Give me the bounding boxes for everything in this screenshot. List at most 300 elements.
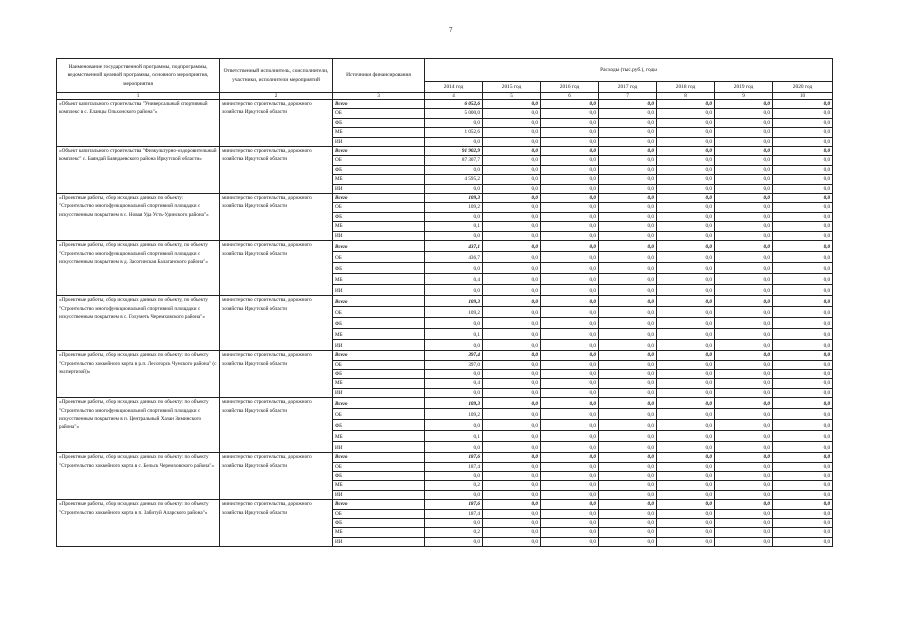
expense-value: 0,0	[541, 537, 599, 546]
expense-value: 0,0	[425, 137, 483, 146]
column-number: 7	[599, 93, 657, 100]
expense-value: 0,0	[541, 100, 599, 109]
header-executor: Ответственный исполнитель, соисполнители, участники, исполнители мероприятий	[220, 59, 333, 93]
expense-value: 0,0	[657, 231, 715, 240]
expense-value: 0,0	[541, 109, 599, 118]
funding-source: ИИ	[333, 490, 425, 499]
expense-value: 0,0	[541, 137, 599, 146]
expense-value: 0,0	[715, 360, 773, 369]
expense-value: 0,0	[541, 274, 599, 285]
expense-value: 0,0	[483, 241, 541, 252]
expense-value: 0,0	[541, 442, 599, 453]
expense-value: 0,0	[483, 537, 541, 546]
expense-value: 0,0	[715, 175, 773, 184]
expense-value: 0,0	[715, 109, 773, 118]
expense-value: 0,0	[541, 518, 599, 527]
expense-value: 0,0	[715, 453, 773, 462]
expense-value: 0,0	[599, 241, 657, 252]
table-row	[57, 398, 833, 409]
expense-value: 0,0	[773, 137, 833, 146]
column-number: 5	[483, 93, 541, 100]
expense-value: 0,4	[425, 274, 483, 285]
expense-value: 0,0	[541, 388, 599, 397]
expense-value: 0,0	[483, 156, 541, 165]
expense-value: 0,0	[715, 481, 773, 490]
expense-value: 0,0	[541, 471, 599, 480]
expense-value: 0,0	[483, 369, 541, 378]
expense-value: 0,0	[599, 537, 657, 546]
expense-value: 0,0	[483, 318, 541, 329]
project-name: «Проектные работы, сбор исходных данных по объекту: "Строительство многофункциональной спортивной площадки с искусственным покрытием в с. Новая Уда Усть-Удинского района"»	[57, 194, 220, 241]
header-year: 2017 год	[599, 82, 657, 93]
expense-value: 0,0	[599, 420, 657, 431]
funding-source: ОБ	[333, 307, 425, 318]
expense-value: 0,0	[541, 263, 599, 274]
expense-value: 0,0	[541, 285, 599, 296]
expense-value: 0,0	[657, 100, 715, 109]
project-executor: министерство строительства, дорожного хозяйства Иркутской области	[220, 100, 333, 147]
funding-source: МБ	[333, 128, 425, 137]
expense-value: 0,0	[483, 231, 541, 240]
table-row	[57, 453, 833, 462]
funding-source: МБ	[333, 329, 425, 340]
expense-value: 0,0	[483, 194, 541, 203]
expense-value: 0,0	[599, 369, 657, 378]
expense-value: 0,1	[425, 329, 483, 340]
funding-source: ИИ	[333, 537, 425, 546]
expense-value: 109,3	[425, 194, 483, 203]
expense-value: 0,0	[773, 147, 833, 156]
expense-value: 6 052,6	[425, 100, 483, 109]
expense-value: 0,0	[657, 194, 715, 203]
expense-value: 109,2	[425, 307, 483, 318]
expense-value: 0,0	[715, 398, 773, 409]
expense-value: 0,0	[541, 231, 599, 240]
expense-value: 0,0	[773, 274, 833, 285]
expense-value: 0,0	[425, 490, 483, 499]
expense-value: 0,0	[715, 263, 773, 274]
expense-value: 0,0	[715, 500, 773, 509]
expense-value: 187,6	[425, 500, 483, 509]
expense-value: 0,0	[599, 379, 657, 388]
column-number: 4	[425, 93, 483, 100]
expense-value: 0,0	[541, 318, 599, 329]
expense-value: 0,0	[715, 252, 773, 263]
expense-value: 0,0	[483, 147, 541, 156]
expense-value: 0,0	[773, 398, 833, 409]
expense-value: 0,0	[715, 128, 773, 137]
expense-value: 0,0	[715, 528, 773, 537]
expense-value: 0,0	[541, 462, 599, 471]
expense-value: 0,0	[541, 500, 599, 509]
expense-value: 5 000,0	[425, 109, 483, 118]
expense-value: 0,0	[773, 379, 833, 388]
expense-value: 0,0	[657, 147, 715, 156]
expense-value: 0,0	[599, 442, 657, 453]
expense-value: 0,0	[657, 263, 715, 274]
header-year: 2016 год	[541, 82, 599, 93]
expense-value: 0,0	[773, 203, 833, 212]
expense-value: 0,0	[599, 118, 657, 127]
expense-value: 0,0	[715, 137, 773, 146]
expense-value: 0,0	[715, 241, 773, 252]
header-year: 2020 год	[773, 82, 833, 93]
expense-value: 109,2	[425, 203, 483, 212]
expense-value: 0,0	[657, 340, 715, 351]
expense-value: 0,0	[483, 420, 541, 431]
funding-source: ОБ	[333, 462, 425, 471]
expense-value: 0,0	[541, 307, 599, 318]
expense-value: 0,0	[715, 537, 773, 546]
expense-value: 0,0	[599, 500, 657, 509]
expense-value: 0,0	[715, 318, 773, 329]
funding-source: Всего	[333, 500, 425, 509]
funding-source: ФБ	[333, 318, 425, 329]
expense-value: 0,0	[599, 203, 657, 212]
expense-value: 0,0	[541, 379, 599, 388]
expense-value: 0,0	[599, 398, 657, 409]
expense-value: 0,0	[483, 296, 541, 307]
expense-value: 0,0	[483, 274, 541, 285]
funding-source: ИИ	[333, 137, 425, 146]
expense-value: 0,0	[773, 222, 833, 231]
expense-value: 0,0	[541, 351, 599, 360]
expense-value: 0,0	[599, 528, 657, 537]
expense-value: 0,0	[773, 471, 833, 480]
expense-value: 0,0	[541, 118, 599, 127]
expense-value: 0,0	[773, 212, 833, 221]
table-row	[57, 100, 833, 109]
expense-value: 0,0	[715, 340, 773, 351]
expense-value: 0,0	[715, 307, 773, 318]
funding-source: ФБ	[333, 212, 425, 221]
expense-value: 0,0	[715, 118, 773, 127]
expense-value: 0,0	[425, 285, 483, 296]
expense-value: 0,0	[657, 537, 715, 546]
expense-value: 0,0	[715, 212, 773, 221]
expense-value: 0,0	[715, 409, 773, 420]
funding-source: ФБ	[333, 471, 425, 480]
expense-value: 0,0	[483, 109, 541, 118]
expense-value: 0,0	[773, 263, 833, 274]
header-year: 2014 год	[425, 82, 483, 93]
expense-value: 0,0	[715, 296, 773, 307]
expense-value: 0,0	[483, 100, 541, 109]
expense-value: 0,0	[599, 307, 657, 318]
expense-value: 0,0	[425, 442, 483, 453]
expense-value: 0,0	[541, 453, 599, 462]
funding-source: ОБ	[333, 156, 425, 165]
expense-value: 0,0	[657, 252, 715, 263]
expense-value: 0,0	[599, 175, 657, 184]
expense-value: 0,0	[483, 409, 541, 420]
expense-value: 436,7	[425, 252, 483, 263]
expense-value: 187,6	[425, 453, 483, 462]
project-executor: министерство строительства, дорожного хозяйства Иркутской области	[220, 147, 333, 194]
expense-value: 187,4	[425, 462, 483, 471]
expense-value: 0,0	[773, 442, 833, 453]
header-name: Наименование государственной программы, подпрограммы, ведомственной целевой программы, основного мероприятия, мероприятия	[57, 59, 220, 93]
expense-value: 0,0	[541, 156, 599, 165]
expense-value: 0,0	[657, 490, 715, 499]
expense-value: 0,0	[483, 398, 541, 409]
expense-value: 0,0	[599, 360, 657, 369]
funding-source: ОБ	[333, 509, 425, 518]
expense-value: 0,0	[599, 453, 657, 462]
expense-value: 0,0	[773, 165, 833, 174]
expense-value: 0,0	[657, 351, 715, 360]
expense-value: 0,0	[541, 340, 599, 351]
table-row	[57, 296, 833, 307]
expenses-table	[56, 58, 833, 547]
expense-value: 0,0	[599, 212, 657, 221]
project-name: «Проектные работы, сбор исходных данных по объекту: по объекту "Строительство хоккейного корта в р.п. Лесогорск Чунского района" (с экспертизой)»	[57, 351, 220, 398]
project-name: «Объект капитального строительства "Физкультурно-оздоровительный комплекс" с. Баяндай Баяндаевского района Иркутской области»	[57, 147, 220, 194]
expense-value: 0,0	[483, 165, 541, 174]
expense-value: 0,0	[657, 518, 715, 527]
expense-value: 0,0	[657, 222, 715, 231]
expense-value: 0,0	[541, 128, 599, 137]
funding-source: Всего	[333, 147, 425, 156]
expense-value: 0,0	[599, 318, 657, 329]
expense-value: 0,0	[657, 296, 715, 307]
expense-value: 0,0	[599, 462, 657, 471]
expense-value: 0,0	[541, 296, 599, 307]
expense-value: 0,0	[773, 285, 833, 296]
funding-source: МБ	[333, 431, 425, 442]
expense-value: 0,0	[599, 518, 657, 527]
expense-value: 0,0	[483, 203, 541, 212]
expense-value: 0,0	[541, 490, 599, 499]
expense-value: 0,0	[657, 379, 715, 388]
expense-value: 0,0	[773, 420, 833, 431]
expense-value: 0,0	[773, 518, 833, 527]
expense-value: 0,0	[483, 118, 541, 127]
expense-value: 0,0	[773, 340, 833, 351]
expense-value: 0,0	[599, 184, 657, 193]
expense-value: 0,0	[715, 194, 773, 203]
expense-value: 0,0	[657, 118, 715, 127]
expense-value: 0,0	[425, 340, 483, 351]
funding-source: ФБ	[333, 369, 425, 378]
expense-value: 0,0	[773, 118, 833, 127]
project-executor: министерство строительства, дорожного хозяйства Иркутской области	[220, 296, 333, 351]
column-number: 10	[773, 93, 833, 100]
expense-value: 4 595,2	[425, 175, 483, 184]
expense-value: 0,0	[599, 431, 657, 442]
expense-value: 0,0	[773, 453, 833, 462]
funding-source: Всего	[333, 194, 425, 203]
funding-source: МБ	[333, 222, 425, 231]
expense-value: 0,0	[483, 175, 541, 184]
expense-value: 0,0	[657, 442, 715, 453]
expense-value: 0,0	[773, 109, 833, 118]
expense-value: 0,0	[773, 307, 833, 318]
expense-value: 0,4	[425, 379, 483, 388]
expense-value: 0,0	[541, 194, 599, 203]
expense-value: 0,0	[541, 203, 599, 212]
expense-value: 0,0	[773, 462, 833, 471]
expense-value: 109,2	[425, 409, 483, 420]
expense-value: 0,0	[773, 388, 833, 397]
expense-value: 0,0	[773, 351, 833, 360]
expense-value: 0,0	[657, 360, 715, 369]
expense-value: 0,0	[599, 481, 657, 490]
funding-source: Всего	[333, 351, 425, 360]
expense-value: 0,0	[425, 420, 483, 431]
expense-value: 0,0	[715, 518, 773, 527]
expense-value: 0,0	[657, 318, 715, 329]
expense-value: 0,0	[657, 274, 715, 285]
expense-value: 0,0	[483, 431, 541, 442]
expense-value: 0,0	[715, 231, 773, 240]
expense-value: 0,0	[657, 369, 715, 378]
expense-value: 0,0	[483, 471, 541, 480]
expense-value: 0,0	[715, 165, 773, 174]
expense-value: 0,1	[425, 431, 483, 442]
expense-value: 0,0	[773, 490, 833, 499]
expense-value: 0,0	[773, 369, 833, 378]
expense-value: 0,0	[773, 509, 833, 518]
expense-value: 0,0	[599, 137, 657, 146]
funding-source: ФБ	[333, 118, 425, 127]
expense-value: 0,0	[483, 340, 541, 351]
expense-value: 0,0	[599, 296, 657, 307]
expense-value: 0,0	[715, 285, 773, 296]
expense-value: 397,4	[425, 351, 483, 360]
project-executor: министерство строительства, дорожного хозяйства Иркутской области	[220, 194, 333, 241]
funding-source: ОБ	[333, 409, 425, 420]
expense-value: 0,0	[657, 528, 715, 537]
expense-value: 0,0	[599, 388, 657, 397]
expense-value: 0,0	[541, 212, 599, 221]
expense-value: 0,0	[715, 203, 773, 212]
expense-value: 0,0	[599, 471, 657, 480]
expense-value: 0,0	[657, 398, 715, 409]
column-number: 6	[541, 93, 599, 100]
expense-value: 0,0	[715, 442, 773, 453]
expense-value: 0,0	[773, 184, 833, 193]
expense-value: 0,0	[541, 241, 599, 252]
expense-value: 0,0	[715, 274, 773, 285]
expense-value: 0,0	[715, 388, 773, 397]
funding-source: ФБ	[333, 518, 425, 527]
expense-value: 0,0	[541, 165, 599, 174]
column-number: 1	[57, 93, 220, 100]
expense-value: 0,0	[599, 231, 657, 240]
expense-value: 0,0	[483, 518, 541, 527]
expense-value: 0,0	[425, 184, 483, 193]
funding-source: МБ	[333, 175, 425, 184]
expense-value: 0,0	[541, 369, 599, 378]
expense-value: 0,0	[715, 329, 773, 340]
expense-value: 0,0	[599, 351, 657, 360]
expense-value: 0,0	[483, 462, 541, 471]
expense-value: 0,0	[773, 252, 833, 263]
expense-value: 0,0	[483, 388, 541, 397]
expense-value: 0,0	[425, 471, 483, 480]
expense-value: 0,0	[715, 222, 773, 231]
project-name: «Проектные работы, сбор исходных данных по объекту: по объекту "Строительство хоккейного корта в п. Забитуй Аларского района"»	[57, 500, 220, 547]
expense-value: 0,0	[657, 307, 715, 318]
expense-value: 0,0	[541, 147, 599, 156]
expense-value: 0,0	[599, 509, 657, 518]
expense-value: 0,0	[483, 351, 541, 360]
expense-value: 0,0	[773, 175, 833, 184]
funding-source: Всего	[333, 296, 425, 307]
expense-value: 109,3	[425, 398, 483, 409]
page-number: 7	[449, 26, 453, 34]
project-name: «Проектные работы, сбор исходных данных по объекту, по объекту "Строительство многофункциональной спортивной площадки с искусственным покрытием в с. Голуметь Черемховского района"»	[57, 296, 220, 351]
expense-value: 0,0	[715, 462, 773, 471]
expense-value: 0,0	[425, 165, 483, 174]
expense-value: 0,0	[657, 128, 715, 137]
expense-value: 397,0	[425, 360, 483, 369]
project-executor: министерство строительства, дорожного хозяйства Иркутской области	[220, 500, 333, 547]
expense-value: 0,0	[599, 252, 657, 263]
funding-source: ИИ	[333, 388, 425, 397]
expense-value: 0,0	[715, 431, 773, 442]
expense-value: 0,0	[773, 360, 833, 369]
expense-value: 0,0	[657, 481, 715, 490]
expense-value: 0,0	[773, 431, 833, 442]
header-source: Источники финансирования	[333, 59, 425, 93]
project-executor: министерство строительства, дорожного хозяйства Иркутской области	[220, 351, 333, 398]
column-number: 8	[657, 93, 715, 100]
expense-value: 0,0	[657, 388, 715, 397]
expense-value: 0,0	[599, 263, 657, 274]
funding-source: Всего	[333, 241, 425, 252]
expense-value: 0,0	[773, 318, 833, 329]
expense-value: 0,0	[541, 360, 599, 369]
expense-value: 0,0	[425, 118, 483, 127]
expense-value: 0,0	[541, 222, 599, 231]
expense-value: 87 307,7	[425, 156, 483, 165]
expense-value: 0,0	[483, 481, 541, 490]
funding-source: ИИ	[333, 442, 425, 453]
expense-value: 0,0	[657, 431, 715, 442]
expense-value: 0,0	[773, 500, 833, 509]
project-executor: министерство строительства, дорожного хозяйства Иркутской области	[220, 453, 333, 500]
project-name: «Объект капитального строительства "Универсальный спортивный комплекс в с. Еланцы Ольхонского района"»	[57, 100, 220, 147]
funding-source: ИИ	[333, 231, 425, 240]
expense-value: 0,0	[773, 241, 833, 252]
funding-source: ИИ	[333, 340, 425, 351]
expense-value: 0,0	[541, 528, 599, 537]
expense-value: 0,0	[657, 471, 715, 480]
expense-value: 0,0	[425, 231, 483, 240]
expense-value: 0,0	[483, 528, 541, 537]
funding-source: ФБ	[333, 263, 425, 274]
column-number: 3	[333, 93, 425, 100]
table-row	[57, 241, 833, 252]
funding-source: МБ	[333, 274, 425, 285]
expense-value: 0,0	[657, 165, 715, 174]
expense-value: 0,0	[483, 263, 541, 274]
expense-value: 0,0	[541, 409, 599, 420]
expense-value: 0,0	[599, 409, 657, 420]
expense-value: 0,0	[773, 329, 833, 340]
expense-value: 0,0	[541, 398, 599, 409]
funding-source: МБ	[333, 379, 425, 388]
project-executor: министерство строительства, дорожного хозяйства Иркутской области	[220, 398, 333, 453]
expense-value: 0,0	[541, 509, 599, 518]
expense-value: 0,1	[425, 222, 483, 231]
expense-value: 0,0	[599, 222, 657, 231]
expense-value: 0,0	[773, 194, 833, 203]
header-year: 2018 год	[657, 82, 715, 93]
expense-value: 0,0	[657, 241, 715, 252]
